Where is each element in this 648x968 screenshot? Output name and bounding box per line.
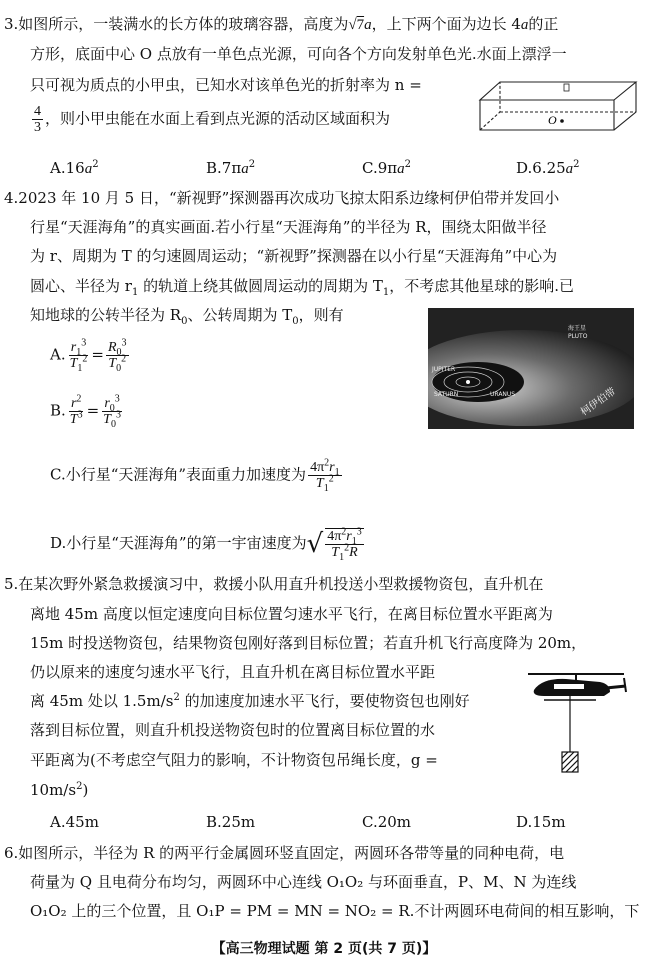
q6-line-2: 荷量为 Q 且电荷分布均匀，两圆环中心连线 O₁O₂ 与环面垂直，P、M、N 为连线 (30, 873, 577, 891)
q5-line-3: 15m 时投送物资包，结果物资包刚好落到目标位置；若直升机飞行高度降为 20m， (30, 634, 587, 652)
q5-option-b: B.25m (206, 813, 256, 831)
q5-option-c: C.20m (362, 813, 412, 831)
q3-option-d: $D.6.25a^2$ (516, 159, 580, 177)
q5-line-7: 平距离为(不考虑空气阻力的影响，不计物资包吊绳长度，g = (30, 751, 438, 769)
q6-line-3: O₁O₂ 上的三个位置，且 O₁P = PM = MN = NO₂ = R.不计两圆环电荷间的相互影响，下 (30, 902, 640, 920)
q3-line-2: 方形，底面中心 O 点放有一单色点光源，可向各个方向发射单色光.水面上漂浮一 (30, 45, 567, 63)
photo-label-saturn: SATURN (434, 391, 459, 398)
q3-container-figure (478, 80, 638, 132)
q3-line-4 (30, 104, 390, 135)
q4-option-b: B. $\frac{r^2}{T^3}$ = $\frac{r_0^3}{T_0^3}$ (50, 393, 121, 430)
q4-line-4: 圆心、半径为 $r_1$ 的轨道上绕其做圆周运动的周期为 $T_1$，不考虑其他星球的影响.已 (30, 277, 575, 298)
q3-fraction: $\frac{4}{3}$ (34, 104, 41, 135)
q3-fig-o-label: O (548, 113, 557, 127)
q5-line-5: 离 45m 处以 $1.5m/s^2$ 的加速度加速水平飞行，要使物资包也刚好 (30, 692, 470, 710)
q5-line-4: 仍以原来的速度匀速水平飞行，且直升机在离目标位置水平距 (30, 663, 436, 681)
photo-label-uranus: URANUS (490, 391, 516, 398)
q5-line-1: 5.在某次野外紧急救援演习中，救援小队用直升机投送小型救援物资包，直升机在 (4, 575, 544, 593)
q5-line-2: 离地 45m 高度以恒定速度向目标位置匀速水平飞行，在离目标位置水平距离为 (30, 605, 553, 623)
q3-option-b: $B.7\pi a^2$ (206, 159, 256, 177)
q3-text: ，上下两个面为边长 4 (371, 15, 521, 33)
q4-line-3: 为 r、周期为 T 的匀速圆周运动；“新视野”探测器在以小行星“天涯海角”中心为 (30, 247, 558, 265)
q5-option-d: D.15m (516, 813, 566, 831)
q3-option-c: $C.9\pi a^2$ (362, 159, 411, 177)
q3-text: 3.如图所示，一装满水的长方体的玻璃容器，高度为 (4, 15, 349, 33)
q3-line-3: 只可视为质点的小甲虫，已知水对该单色光的折射率为 n = (30, 76, 422, 94)
q4-option-d: D.小行星“天涯海角”的第一宇宙速度为√ $\frac{4\pi^2r_1^3}{T_1^2R}$ (50, 526, 362, 563)
q3-option-a: $A.16a^2$ (50, 159, 99, 177)
helicopter-figure (520, 668, 630, 778)
photo-label-kuiper: 柯伊伯带 (578, 386, 619, 419)
photo-label-neptune: 海王星 (568, 325, 587, 332)
photo-label-pluto: PLUTO (568, 333, 588, 340)
q3-line-1 (4, 14, 558, 35)
q4-line-5: 知地球的公转半径为 $R_0$、公转周期为 $T_0$，则有 (30, 306, 344, 327)
q3-var-a: a (520, 17, 529, 33)
q4-line-2: 行星“天涯海角”的真实画面.若小行星“天涯海角”的半径为 R，围绕太阳做半径 (30, 218, 547, 236)
kuiper-belt-photo (428, 308, 634, 429)
q3-sqrt7a: √7a (348, 17, 372, 33)
q5-option-a: A.45m (50, 813, 99, 831)
q5-line-8: $10m/s^2$) (30, 781, 89, 799)
q6-line-1: 6.如图所示，半径为 R 的两平行金属圆环竖直固定，两圆环各带等量的同种电荷，电 (4, 844, 565, 862)
photo-label-jupiter: JUPITER (432, 366, 456, 373)
q5-line-6: 落到目标位置，则直升机投送物资包时的位置离目标位置的水 (30, 721, 436, 739)
q3-text: 的正 (528, 15, 559, 33)
q4-option-c: C.小行星“天涯海角”表面重力加速度为 $\frac{4\pi^2r_1}{T_1^2}$ (50, 457, 340, 494)
q4-option-a: A. $\frac{r_1^3}{T_1^2}$ = $\frac{R_0^3}{T_0^2}$ (50, 337, 127, 374)
page-footer: 【高三物理试题 第 2 页(共 7 页)】 (211, 941, 437, 957)
q3-text: ，则小甲虫能在水面上看到点光源的活动区域面积为 (45, 109, 391, 128)
q4-line-1: 4.2023 年 10 月 5 日，“新视野”探测器再次成功飞掠太阳系边缘柯伊伯带并发回小 (4, 189, 560, 207)
